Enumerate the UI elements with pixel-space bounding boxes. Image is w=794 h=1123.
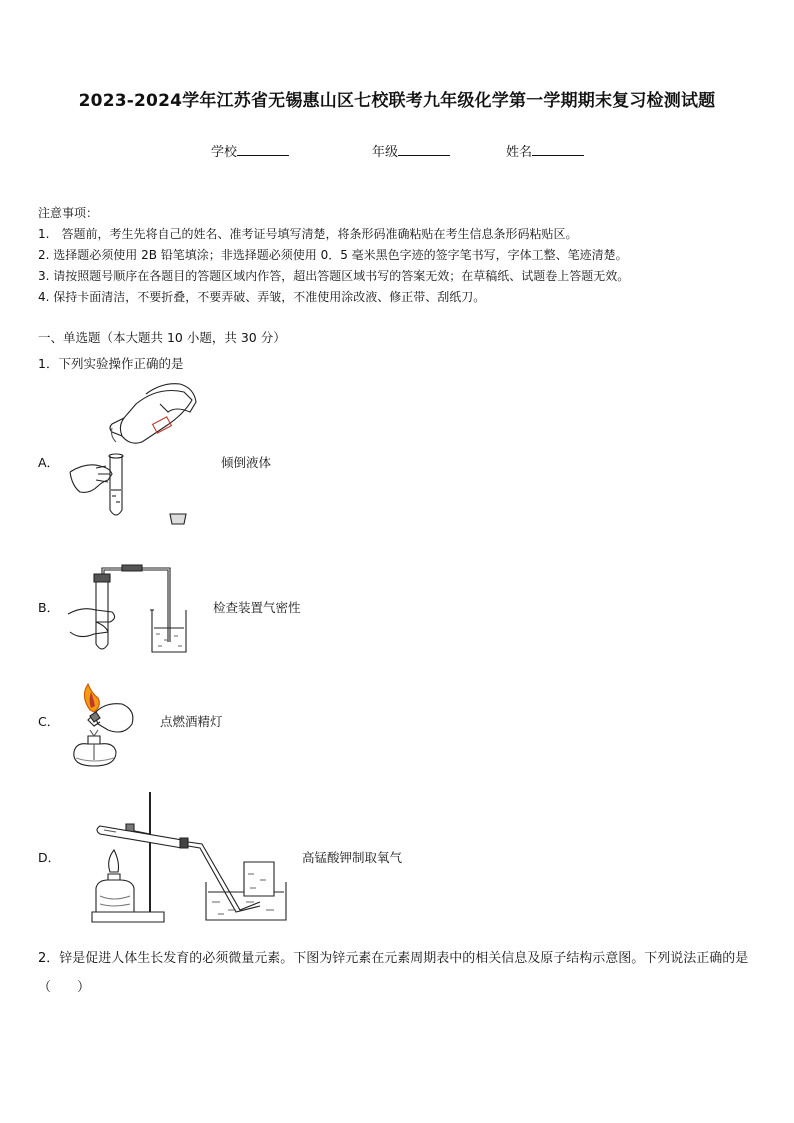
grade-field[interactable] [372, 141, 450, 160]
notice-item: 4. 保持卡面清洁，不要折叠，不要弄破、弄皱，不准使用涂改液、修正带、刮纸刀。 [38, 290, 486, 304]
notice-block [38, 203, 758, 308]
option-a-letter[interactable]: A． [38, 455, 60, 470]
name-label: 姓名 [506, 145, 533, 160]
airtightness-check-figure [66, 562, 192, 658]
school-label: 学校 [211, 145, 238, 160]
notice-item: 1. 答题前，考生先将自己的姓名、准考证号填写清楚，将条形码准确粘贴在考生信息条形码粘贴区。 [38, 227, 578, 241]
notice-heading: 注意事项： [38, 206, 99, 220]
option-d-text: 高锰酸钾制取氧气 [302, 850, 403, 865]
option-a-text: 倾倒液体 [221, 455, 272, 470]
oxygen-preparation-figure [90, 790, 290, 924]
grade-label: 年级 [372, 145, 399, 160]
notice-item: 2. 选择题必须使用 2B 铅笔填涂；非选择题必须使用 0．5 毫米黑色字迹的签字笔书写，字体工整、笔迹清楚。 [38, 248, 628, 262]
option-b-letter[interactable]: B． [38, 600, 60, 615]
grade-blank[interactable] [398, 143, 450, 156]
school-blank[interactable] [237, 143, 289, 156]
alcohol-lamp-lighting-figure [60, 680, 140, 772]
notice-item: 3. 请按照题号顺序在各题目的答题区域内作答，超出答题区域书写的答案无效；在草稿纸、试题卷上答题无效。 [38, 269, 630, 283]
school-field[interactable] [211, 141, 289, 160]
question-2-stem: 2．锌是促进人体生长发育的必须微量元素。下图为锌元素在元素周期表中的相关信息及原子结构示意图。下列说法正确的是（ ） [38, 951, 749, 995]
pouring-liquid-figure [66, 382, 202, 527]
option-b-text: 检查装置气密性 [213, 600, 301, 615]
name-field[interactable] [506, 141, 584, 160]
page-title: 2023-2024学年江苏省无锡惠山区七校联考九年级化学第一学期期末复习检测试题 [78, 91, 716, 111]
name-blank[interactable] [532, 143, 584, 156]
option-c-text: 点燃酒精灯 [160, 714, 223, 729]
option-d-letter[interactable]: D． [38, 850, 61, 865]
option-c-letter[interactable]: C． [38, 714, 60, 729]
section-heading: 一、单选题（本大题共 10 小题，共 30 分） [38, 330, 286, 345]
question-1-stem: 1．下列实验操作正确的是 [38, 356, 184, 371]
